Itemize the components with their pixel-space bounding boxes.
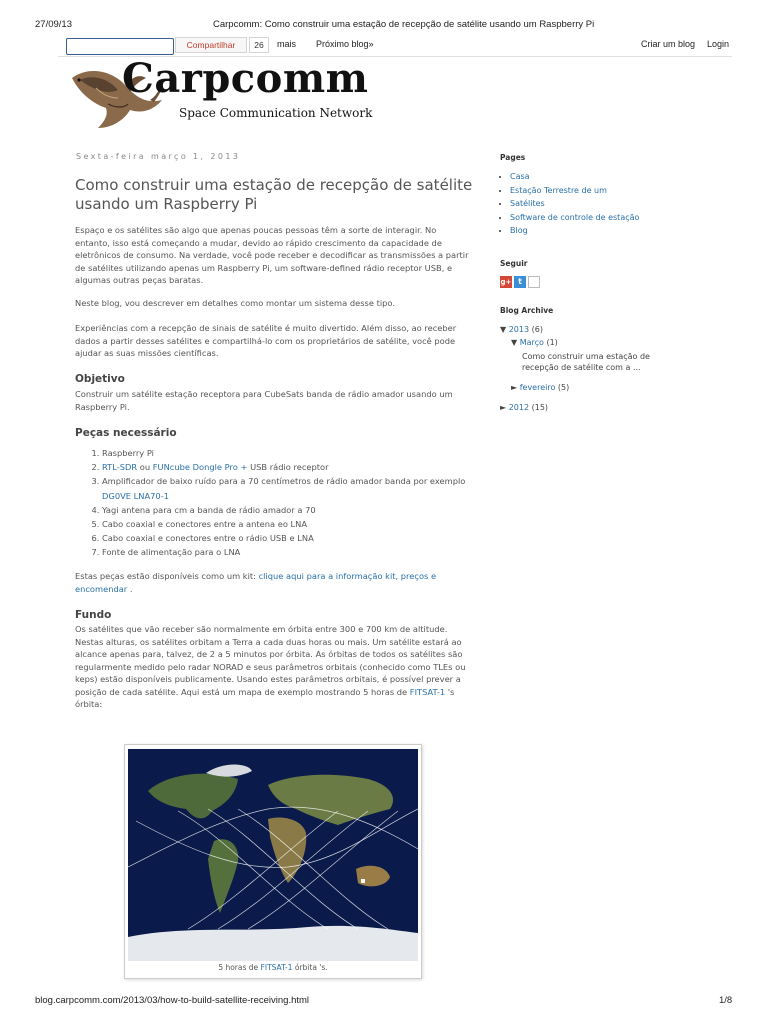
print-title: Carpcomm: Como construir uma estação de recepção de satélite usando um Raspberry Pi bbox=[213, 19, 595, 30]
next-blog-link[interactable]: Próximo blog» bbox=[316, 39, 374, 49]
archive-count: (1) bbox=[546, 338, 558, 348]
kit-link[interactable]: clique aqui para a informação kit, preços e encomendar bbox=[75, 571, 437, 594]
footer-url: blog.carpcomm.com/2013/03/how-to-build-satellite-receiving.html bbox=[35, 995, 310, 1006]
list-item-text: Yagi antena para cm a banda de rádio amador a 70 bbox=[102, 504, 316, 515]
list-item bbox=[102, 460, 492, 474]
list-item-text: USB rádio receptor bbox=[250, 462, 329, 473]
search-input[interactable] bbox=[66, 38, 174, 55]
archive-year-2012 bbox=[500, 401, 670, 415]
objective-text: Construir um satélite estação receptora para CubeSats banda de rádio amador usando um Raspberry Pi. bbox=[75, 389, 453, 412]
funcube-link[interactable]: FUNcube Dongle Pro + bbox=[152, 462, 248, 473]
pages-heading: Pages bbox=[500, 153, 526, 162]
figure-caption bbox=[125, 963, 421, 972]
share-button[interactable]: Compartilhar bbox=[175, 37, 247, 53]
archive-month-marco-link[interactable]: Março bbox=[519, 338, 544, 348]
orbit-map-figure bbox=[124, 744, 422, 979]
archive-month-marco bbox=[500, 336, 670, 350]
sidebar bbox=[500, 153, 670, 415]
parts-heading: Peças necessário bbox=[75, 427, 177, 439]
triangle-right-icon[interactable]: ► bbox=[500, 403, 507, 413]
kit-end: . bbox=[129, 583, 133, 594]
sidebar-item-blog[interactable]: • Blog bbox=[510, 224, 670, 238]
archive-month-fevereiro bbox=[500, 381, 670, 395]
caption-post: órbita 's. bbox=[294, 963, 328, 972]
archive-year-2013 bbox=[500, 323, 670, 337]
twitter-icon[interactable]: t bbox=[514, 276, 526, 288]
list-item bbox=[102, 517, 492, 531]
parts-list bbox=[75, 446, 492, 560]
footer-page: 1/8 bbox=[719, 995, 733, 1006]
archive-post-link[interactable]: Como construir uma estação de recepção de satélite com a ... bbox=[522, 351, 650, 373]
share-count: 26 bbox=[249, 37, 269, 53]
follow-heading: Seguir bbox=[500, 258, 528, 268]
list-item-text: Cabo coaxial e conectores entre o rádio USB e LNA bbox=[102, 533, 314, 544]
lna-link[interactable]: DG0VE LNA70-1 bbox=[102, 490, 169, 501]
triangle-right-icon[interactable]: ► bbox=[511, 382, 518, 392]
post-paragraph-intro-3: Experiências com a recepção de sinais de satélite é muito divertido. Além disso, ao receber dados a partir desses satélites e compartilhá-lo com os proprietários de satélite, você pode ajudar as suas missões científicas. bbox=[75, 323, 457, 358]
google-plus-icon[interactable]: g+ bbox=[500, 277, 512, 286]
triangle-down-icon[interactable]: ▼ bbox=[511, 338, 518, 348]
kit-paragraph bbox=[75, 570, 470, 595]
blog-subtitle: Space Communication Network bbox=[179, 106, 373, 120]
print-date: 27/09/13 bbox=[35, 19, 72, 30]
blog-archive bbox=[500, 323, 670, 415]
list-item bbox=[102, 446, 492, 460]
fundo-paragraph bbox=[75, 623, 470, 711]
archive-count: (15) bbox=[531, 403, 549, 413]
blog-title[interactable]: Carpcomm bbox=[122, 55, 369, 102]
fundo-end: 's órbita: bbox=[75, 686, 455, 709]
list-item bbox=[102, 474, 492, 502]
sidebar-item-satelites[interactable]: • Satélites bbox=[510, 197, 670, 211]
archive-count: (5) bbox=[557, 382, 570, 392]
post-paragraph-intro-2: Neste blog, vou descrever em detalhes como montar um sistema desse tipo. bbox=[75, 298, 395, 308]
rtl-sdr-link[interactable]: RTL-SDR bbox=[102, 462, 138, 473]
archive-year-2012-link[interactable]: 2012 bbox=[508, 403, 530, 413]
post-paragraph-intro: Espaço e os satélites são algo que apenas poucas pessoas têm a sorte de interagir. No entanto, isso está começando a mudar, devido ao rápido crescimento da capacidade de eletrônicos de consumo. Na verdade, você pode receber e decodificar as transmissões a partir de satélites utilizando apenas um Raspberry Pi, um software-defined rádio receptor USB, e algumas outras peças baratas. bbox=[75, 225, 469, 285]
post-title[interactable]: Como construir uma estação de recepção de satélite usando um Raspberry Pi bbox=[75, 176, 473, 213]
list-item-text: Raspberry Pi bbox=[102, 448, 154, 458]
list-item-text: ou bbox=[139, 462, 151, 473]
fundo-text: Os satélites que vão receber são normalmente em órbita entre 300 e 700 km de altitude. Nestas alturas, os satélites orbitam a Terra a cada duas horas ou mais. Um satélite estará ao alcance apenas para, talvez, de 2 a 5 minutos por órbita. As órbitas de todos os satélites são regularmente medido pelo radar NORAD e seus parâmetros orbitais (conhecido como TLEs ou keps) estão disponíveis publicamente. Usando estes parâmetros orbitais, é possível prever a posição de cada satélite. Aqui está um mapa de exemplo mostrando 5 horas de bbox=[75, 624, 466, 697]
create-blog-link[interactable]: Criar um blog bbox=[641, 39, 696, 49]
sidebar-item-casa[interactable]: • Casa bbox=[510, 170, 670, 184]
orbit-map-image[interactable] bbox=[128, 749, 418, 961]
login-link[interactable]: Login bbox=[707, 39, 730, 49]
follow-buttons bbox=[500, 276, 670, 288]
list-item bbox=[102, 503, 492, 517]
list-item bbox=[102, 531, 492, 545]
list-item-text: Cabo coaxial e conectores entre a antena eo LNA bbox=[102, 519, 308, 530]
archive-count: (6) bbox=[531, 324, 543, 334]
archive-heading: Blog Archive bbox=[500, 305, 554, 315]
list-item-text: Fonte de alimentação para o LNA bbox=[102, 547, 241, 558]
triangle-down-icon[interactable]: ▼ bbox=[500, 324, 507, 334]
caption-fitsat-link[interactable]: FITSAT-1 bbox=[260, 963, 293, 972]
archive-month-fevereiro-link[interactable]: fevereiro bbox=[519, 382, 556, 392]
list-item bbox=[102, 545, 492, 559]
archive-year-2013-link[interactable]: 2013 bbox=[508, 324, 530, 334]
sidebar-item-software[interactable]: • Software de controle de estação bbox=[510, 211, 670, 225]
fundo-heading: Fundo bbox=[75, 609, 112, 621]
pages-list bbox=[500, 170, 670, 238]
sidebar-item-estacao[interactable]: • Estação Terrestre de um bbox=[510, 184, 670, 198]
objective-heading: Objetivo bbox=[75, 373, 125, 385]
blank-icon[interactable] bbox=[528, 276, 540, 288]
post-date: Sexta-feira março 1, 2013 bbox=[76, 152, 241, 161]
kit-text: Estas peças estão disponíveis como um kit: bbox=[75, 571, 256, 581]
caption-pre: 5 horas de bbox=[218, 963, 259, 972]
more-link[interactable]: mais bbox=[277, 39, 297, 49]
fitsat-link[interactable]: FITSAT-1 bbox=[409, 686, 446, 697]
list-item-text: Amplificador de baixo ruído para a 70 centímetros de rádio amador banda por exemplo bbox=[102, 476, 466, 487]
